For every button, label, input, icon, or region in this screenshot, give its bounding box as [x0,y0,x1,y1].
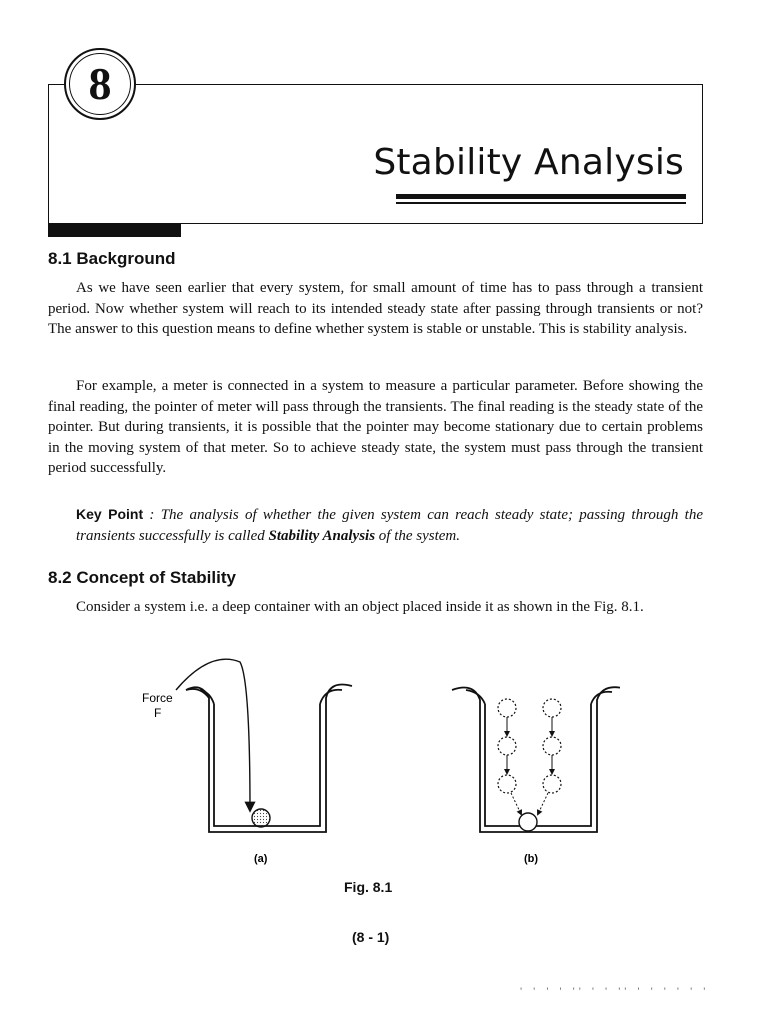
section-heading-background: 8.1 Background [48,249,176,268]
ball-a [252,809,270,827]
container-b [452,687,620,832]
force-label-line1: Force [142,691,173,705]
subfigure-label-b: (b) [524,853,539,865]
chapter-title: Stability Analysis [373,142,684,183]
header-black-bar [48,223,181,237]
page-number: (8 - 1) [352,929,390,945]
key-point-text-after: of the system. [375,528,461,544]
key-point-text-before: The analysis of whether the given system can reach steady state; passing through the transients successfully is called [76,507,703,544]
chapter-number-badge [64,48,136,120]
background-paragraph-1: As we have seen earlier that every system, for small amount of time has to pass through a transient period. Now whether system will reach to its intended steady state after passing through transients or not? The answer to this question means to define whether system is stable or unstable. This is stability analysis. [48,280,703,338]
key-point-separator: : [143,507,161,523]
concept-paragraph-1: Consider a system i.e. a deep container with an object placed inside it as shown in the Fig. 8.1. [76,599,644,615]
oscillation-arrows [507,717,552,814]
title-underline-thin [396,202,686,204]
scan-artifact-text: ' ' ' ' '' ' ' '' ' ' ' ' ' ' [520,986,710,998]
figure-8-1 [130,650,620,880]
force-arrow [176,659,250,810]
ball-b [519,813,537,831]
force-label-line2: F [154,706,162,720]
background-paragraph-2: For example, a meter is connected in a system to measure a particular parameter. Before showing the final reading, the pointer of meter will pass through the transients. The final reading is the steady state of the pointer. But during transients, it is possible that the pointer may become stationary due to certain problems in the moving system of that meter. So to achieve steady state, the system must pass through the transient period successfully. [48,378,703,477]
key-point-label: Key Point [76,506,144,522]
title-underline-thick [396,194,686,199]
chapter-number: 8 [88,58,112,109]
subfigure-label-a: (a) [254,853,268,865]
key-point-term: Stability Analysis [268,528,376,544]
section-heading-concept: 8.2 Concept of Stability [48,568,236,587]
figure-caption: Fig. 8.1 [344,879,393,895]
oscillation-positions [498,699,561,793]
key-point [76,504,703,547]
container-a [186,685,352,833]
